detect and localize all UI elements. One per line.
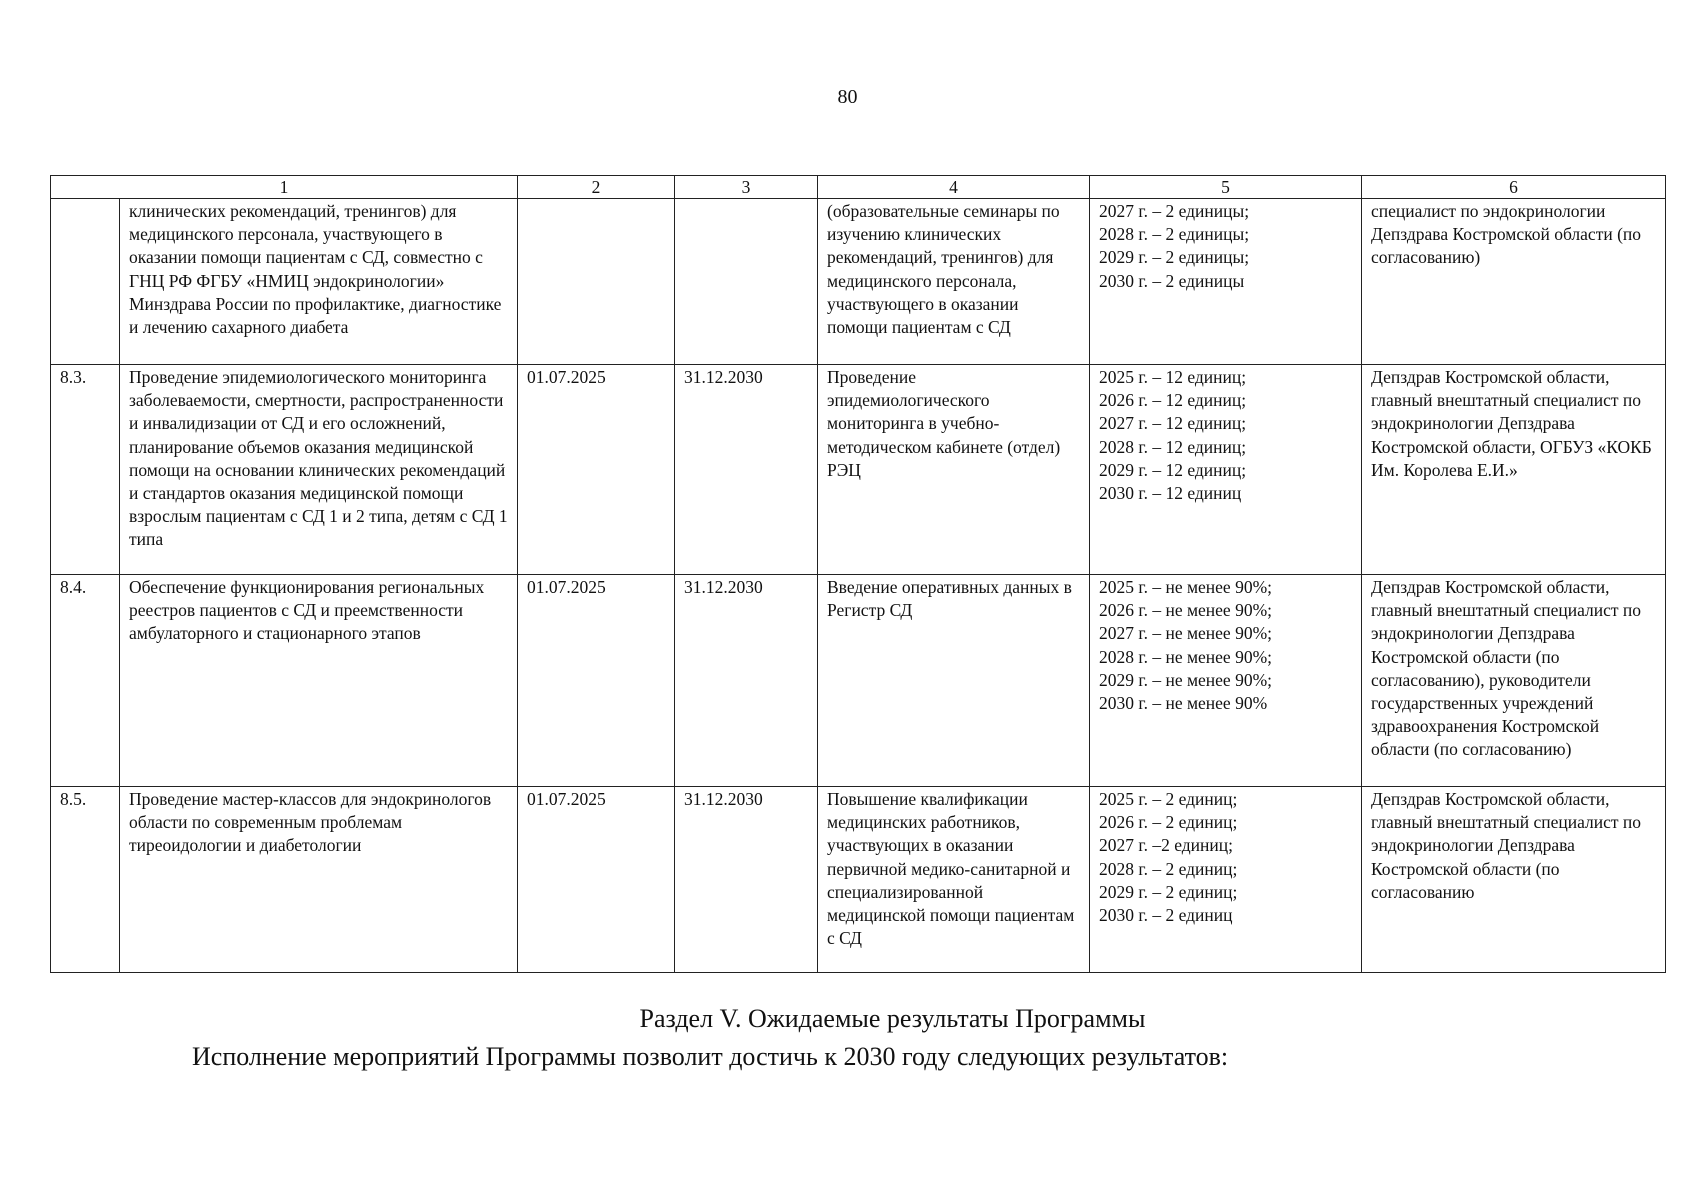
table-row (51, 787, 1666, 973)
indicator-line: 2027 г. – не менее 90%; (1099, 623, 1273, 644)
activity-description: Обеспечение функционирования региональных реестров пациентов с СД и преемственности амбулаторного и стационарного этапов (120, 575, 518, 787)
responsible-party: Депздрав Костромской области, главный внештатный специалист по эндокринологии Депздрава Костромской области, ОГБУЗ «КОКБ Им. Королева Е.И.» (1362, 365, 1666, 575)
indicator-line: 2025 г. – 2 единиц; (1099, 789, 1238, 809)
table-row (51, 575, 1666, 787)
indicator-line: 2030 г. – не менее 90% (1099, 693, 1268, 714)
start-date: 01.07.2025 (518, 365, 675, 575)
activity-description: клинических рекомендаций, тренингов) для медицинского персонала, участвующего в оказании помощи пациентам с СД, совместно с ГНЦ РФ ФГБУ «НМИЦ эндокринологии» Минздрава России по профилактике, диагностике и лечению сахарного диабета (120, 199, 518, 365)
indicator-line: 2027 г. – 2 единицы; (1099, 201, 1250, 221)
row-number: 8.5. (51, 787, 120, 973)
column-header-3: 3 (675, 176, 818, 199)
indicator-line: 2028 г. – 2 единицы; (1099, 224, 1250, 245)
indicator-line: 2029 г. – 2 единиц; (1099, 881, 1238, 902)
indicator-line: 2027 г. –2 единиц; (1099, 835, 1233, 856)
indicator-line: 2028 г. – 12 единиц; (1099, 436, 1247, 457)
indicator-line: 2029 г. – не менее 90%; (1099, 669, 1273, 690)
column-header-5: 5 (1090, 176, 1362, 199)
indicator-values (1090, 575, 1362, 787)
responsible-party: Депздрав Костромской области, главный внештатный специалист по эндокринологии Депздрава Костромской области (по согласованию (1362, 787, 1666, 973)
indicator-values (1090, 365, 1362, 575)
expected-result: (образовательные семинары по изучению клинических рекомендаций, тренингов) для медицинского персонала, участвующего в оказании помощи пациентам с СД (818, 199, 1090, 365)
responsible-party: Депздрав Костромской области, главный внештатный специалист по эндокринологии Депздрава Костромской области (по согласованию), руководители государственных учреждений здравоохранения Костромской области (по согласованию) (1362, 575, 1666, 787)
indicator-line: 2028 г. – 2 единиц; (1099, 858, 1238, 879)
row-number (51, 199, 120, 365)
header-row (51, 176, 1666, 199)
end-date: 31.12.2030 (675, 787, 818, 973)
indicator-line: 2026 г. – не менее 90%; (1099, 600, 1273, 621)
end-date: 31.12.2030 (675, 365, 818, 575)
indicator-line: 2027 г. – 12 единиц; (1099, 413, 1247, 434)
indicator-line: 2025 г. – не менее 90%; (1099, 577, 1273, 597)
indicator-line: 2029 г. – 12 единиц; (1099, 459, 1247, 480)
indicator-line: 2030 г. – 12 единиц (1099, 483, 1242, 504)
indicator-line: 2029 г. – 2 единицы; (1099, 247, 1250, 268)
row-number: 8.4. (51, 575, 120, 787)
column-header-4: 4 (818, 176, 1090, 199)
section-intro-text: Исполнение мероприятий Программы позволит достичь к 2030 году следующих результатов: (192, 1042, 1229, 1071)
page-number: 80 (837, 86, 858, 108)
section-title: Раздел V. Ожидаемые результаты Программы (639, 1004, 1146, 1033)
end-date (675, 199, 818, 365)
column-header-2: 2 (518, 176, 675, 199)
indicator-line: 2030 г. – 2 единицы (1099, 270, 1245, 291)
expected-result: Повышение квалификации медицинских работников, участвующих в оказании первичной медико-санитарной и специализированной медицинской помощи пациентам с СД (818, 787, 1090, 973)
row-number: 8.3. (51, 365, 120, 575)
start-date: 01.07.2025 (518, 787, 675, 973)
start-date: 01.07.2025 (518, 575, 675, 787)
indicator-line: 2025 г. – 12 единиц; (1099, 367, 1247, 387)
column-header-6: 6 (1362, 176, 1666, 199)
end-date: 31.12.2030 (675, 575, 818, 787)
activity-description: Проведение эпидемиологического мониторинга заболеваемости, смертности, распространенности и инвалидизации от СД и его осложнений, планирование объемов оказания медицинской помощи на основании клинических рекомендаций и стандартов оказания медицинской помощи взрослым пациентам с СД 1 и 2 типа, детям с СД 1 типа (120, 365, 518, 575)
indicator-line: 2030 г. – 2 единиц (1099, 905, 1233, 926)
activities-table (50, 175, 1666, 973)
column-header-1: 1 (51, 176, 518, 199)
indicator-values (1090, 199, 1362, 365)
responsible-party: специалист по эндокринологии Депздрава Костромской области (по согласованию) (1362, 199, 1666, 365)
indicator-values (1090, 787, 1362, 973)
start-date (518, 199, 675, 365)
indicator-line: 2026 г. – 2 единиц; (1099, 812, 1238, 833)
indicator-line: 2026 г. – 12 единиц; (1099, 390, 1247, 411)
indicator-line: 2028 г. – не менее 90%; (1099, 646, 1273, 667)
activity-description: Проведение мастер-классов для эндокринологов области по современным проблемам тиреоидологии и диабетологии (120, 787, 518, 973)
table-row (51, 365, 1666, 575)
table-row (51, 199, 1666, 365)
expected-result: Введение оперативных данных в Регистр СД (818, 575, 1090, 787)
expected-result: Проведение эпидемиологического мониторинга в учебно-методическом кабинете (отдел) РЭЦ (818, 365, 1090, 575)
